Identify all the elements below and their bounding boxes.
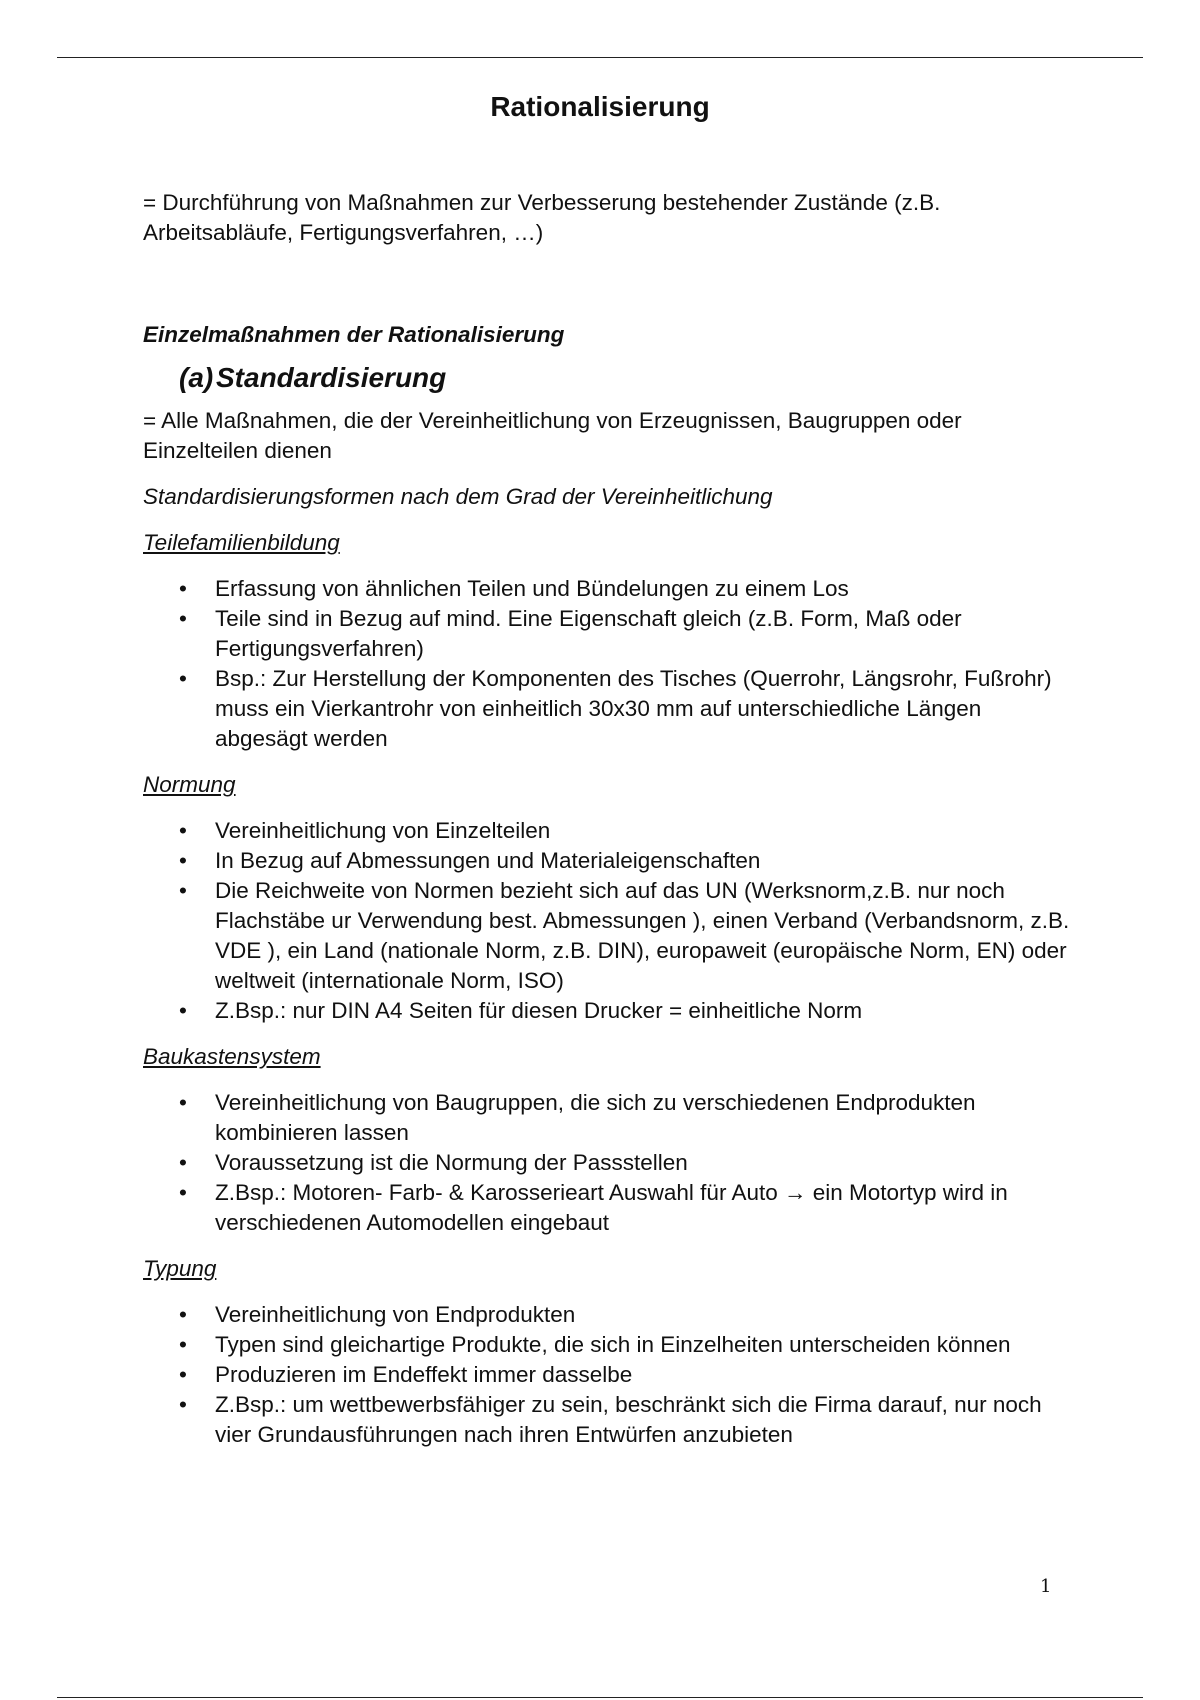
list-item: • Z.Bsp.: um wettbewerbsfähiger zu sein, beschränkt sich die Firma darauf, nur noch vier Grundausführungen nach ihren Entwürfen anzubieten [215,1390,1073,1450]
list-item: • Erfassung von ähnlichen Teilen und Bündelungen zu einem Los [215,574,1073,604]
definition-text: = Durchführung von Maßnahmen zur Verbesserung bestehender Zustände (z.B. Arbeitsabläufe, Fertigungsverfahren, …) [143,190,941,245]
list-item: • Z.Bsp.: nur DIN A4 Seiten für diesen Drucker = einheitliche Norm [215,996,1073,1026]
bullet-list-typung [143,1300,1073,1450]
group-title-typung: Typung [143,1256,217,1281]
list-item: • Bsp.: Zur Herstellung der Komponenten des Tisches (Querrohr, Längsrohr, Fußrohr) muss ein Vierkantrohr von einheitlich 30x30 mm auf unterschiedliche Längen abgesägt werden [215,664,1073,754]
subsection-heading [179,358,1073,398]
page-number: 1 [1040,1576,1052,1597]
section-title: Einzelmaßnahmen der Rationalisierung [143,322,565,347]
list-item: • Typen sind gleichartige Produkte, die sich in Einzelheiten unterscheiden können [215,1330,1073,1360]
list-item: • Produzieren im Endeffekt immer dasselbe [215,1360,1073,1390]
list-item: • Z.Bsp.: Motoren- Farb- & Karosserieart Auswahl für Auto → ein Motortyp wird in verschiedenen Automodellen eingebaut [215,1178,1073,1238]
group-title-normung: Normung [143,772,236,797]
standardisierung-definition: = Alle Maßnahmen, die der Vereinheitlichung von Erzeugnissen, Baugruppen oder Einzelteilen dienen [143,408,962,463]
subsection-label: (a) [179,362,214,393]
bullet-list-normung [143,816,1073,1026]
top-rule [57,57,1143,58]
document-body [143,188,1073,1450]
list-item: • Vereinheitlichung von Endprodukten [215,1300,1073,1330]
document-title: Rationalisierung [490,90,710,122]
group-title-baukastensystem: Baukastensystem [143,1044,321,1069]
forms-heading: Standardisierungsformen nach dem Grad der Vereinheitlichung [143,484,773,509]
bullet-list-baukastensystem [143,1088,1073,1238]
list-item: • Die Reichweite von Normen bezieht sich auf das UN (Werksnorm,z.B. nur noch Flachstäbe ur Verwendung best. Abmessungen ), einen Verband (Verbandsnorm, z.B. VDE ), ein Land (nationale Norm, z.B. DIN), europaweit (europäische Norm, EN) oder weltweit (internationale Norm, ISO) [215,876,1073,996]
list-item: • Teile sind in Bezug auf mind. Eine Eigenschaft gleich (z.B. Form, Maß oder Fertigungsverfahren) [215,604,1073,664]
list-item: • Voraussetzung ist die Normung der Passstellen [215,1148,1073,1178]
group-title-teilefamilienbildung: Teilefamilienbildung [143,530,340,555]
list-item: • Vereinheitlichung von Einzelteilen [215,816,1073,846]
bottom-rule [57,1697,1143,1698]
bullet-list-teilefamilienbildung [143,574,1073,754]
list-item: • In Bezug auf Abmessungen und Materialeigenschaften [215,846,1073,876]
list-item: • Vereinheitlichung von Baugruppen, die sich zu verschiedenen Endprodukten kombinieren lassen [215,1088,1073,1148]
subsection-title: Standardisierung [216,362,447,393]
